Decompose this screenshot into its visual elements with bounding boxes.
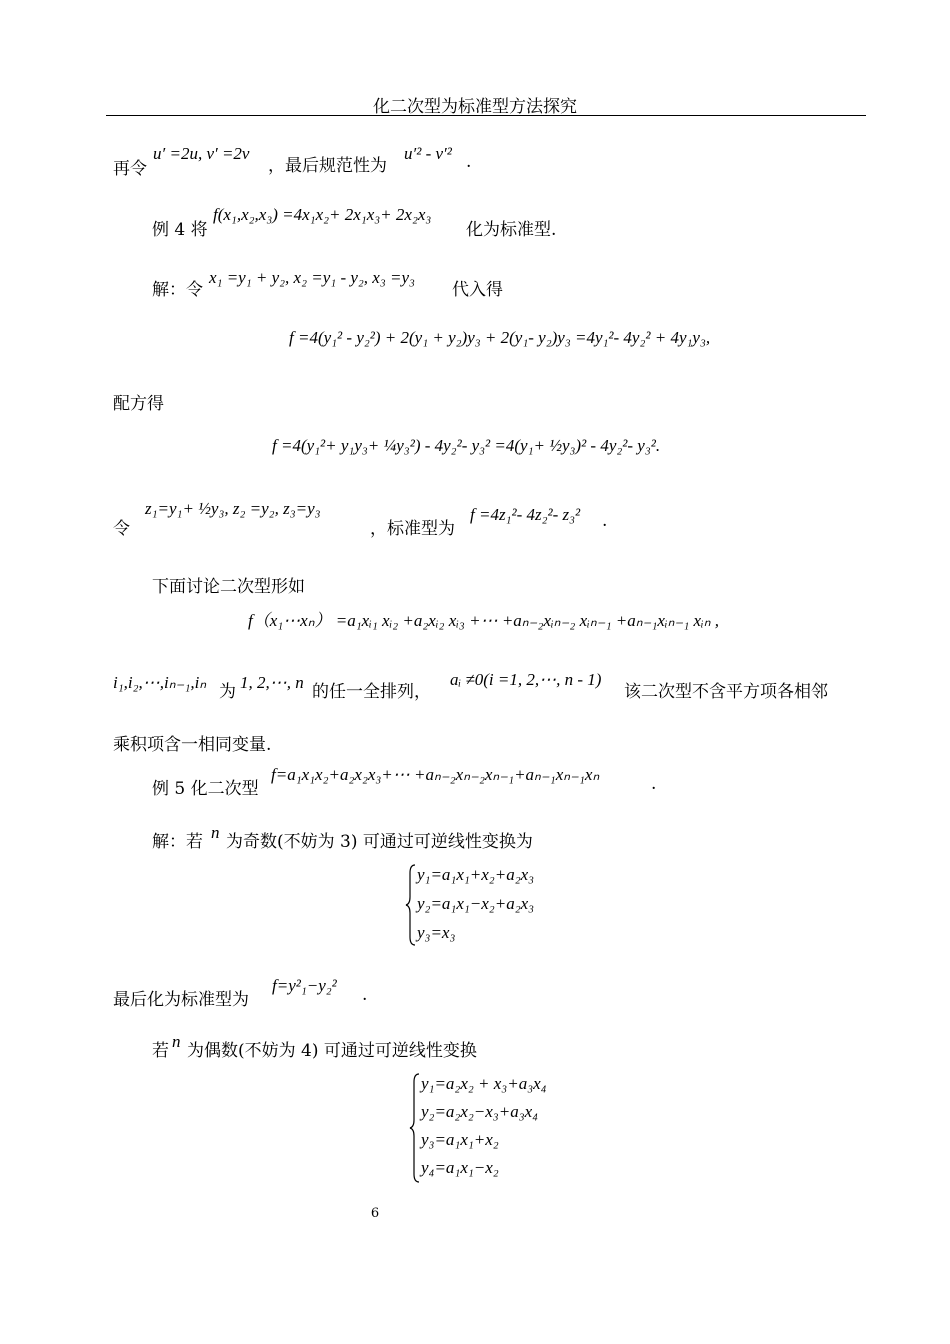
text-final-end: . <box>362 985 368 1005</box>
text-p1-end: . <box>466 152 472 172</box>
text-discuss: 下面讨论二次型形如 <box>152 577 305 597</box>
text-complete-square: 配方得 <box>113 394 164 414</box>
text-ex5-end: . <box>651 774 657 794</box>
text-final-prefix: 最后化为标准型为 <box>113 990 249 1010</box>
text-p1-prefix: 再令 <box>113 159 147 179</box>
system2-line-3: y₃=a₁x₁+x₂ <box>421 1130 499 1149</box>
math-ex5: f=a₁x₁x₂+a₂x₂x₃+⋯ +aₙ₋₂xₙ₋₂xₙ₋₁+aₙ₋₁xₙ₋₁xₙ <box>271 765 600 784</box>
math-sol5-n: n <box>211 823 220 842</box>
text-ex4-suffix: 化为标准型. <box>466 220 557 240</box>
text-let-mid: ，标准型为 <box>370 519 455 539</box>
text-even-prefix: 若 <box>152 1041 169 1061</box>
math-p1: u′ =2u, v′ =2v <box>153 144 250 163</box>
left-brace-system2 <box>408 1072 422 1184</box>
text-let-prefix: 令 <box>113 519 130 539</box>
math-perm: i₁,i₂,⋯,iₙ₋₁,iₙ <box>113 673 207 692</box>
header-rule <box>106 115 866 116</box>
text-sol4-suffix: 代入得 <box>452 280 503 300</box>
equation-general-form: f（x₁⋯xₙ） =a₁xᵢ₁ xᵢ₂ +a₂xᵢ₂ xᵢ₃ +⋯ +aₙ₋₂xᵢₙ₋₂ xᵢₙ₋₁ +aₙ₋₁xᵢₙ₋₁ xᵢₙ , <box>248 611 720 630</box>
text-perm1: 为 <box>219 682 236 702</box>
text-sol5-suffix: 为奇数(不妨为 3) 可通过可逆线性变换为 <box>226 832 533 852</box>
page-header: 化二次型为标准型方法探究 <box>373 97 577 117</box>
text-even-suffix: 为偶数(不妨为 4) 可通过可逆线性变换 <box>187 1041 477 1061</box>
left-brace-system1 <box>404 863 418 947</box>
system2-line-2: y₂=a₂x₂−x₃+a₃x₄ <box>421 1102 539 1121</box>
system2-line-1: y₁=a₂x₂ + x₃+a₃x₄ <box>421 1074 547 1093</box>
math-let-result: f =4z₁²- 4z₂²- z₃² <box>470 505 581 524</box>
math-sol4: x₁ =y₁ + y₂, x₂ =y₁ - y₂, x₃ =y₃ <box>209 268 415 287</box>
text-let-end: . <box>602 511 608 531</box>
text-ex4-prefix: 例 4 将 <box>152 220 208 240</box>
math-perm3: aᵢ ≠0(i =1, 2,⋯, n - 1) <box>450 670 602 689</box>
math-p1-result: u′² - v′² <box>404 144 452 163</box>
text-p1-suffix: ，最后规范性为 <box>268 156 387 176</box>
math-ex4: f(x₁,x₂,x₃) =4x₁x₂+ 2x₁x₃+ 2x₂x₃ <box>213 205 432 224</box>
system1-line-1: y₁=a₁x₁+x₂+a₂x₃ <box>417 865 535 884</box>
math-perm2: 1, 2,⋯, n <box>240 673 304 692</box>
math-let: z₁=y₁+ ½y₃, z₂ =y₂, z₃=y₃ <box>145 499 321 518</box>
equation-f1: f =4(y₁² - y₂²) + 2(y₁ + y₂)y₃ + 2(y₁- y₂)y₃ =4y₁²- 4y₂² + 4y₁y₃, <box>289 328 711 347</box>
system1-line-3: y₃=x₃ <box>417 923 456 942</box>
math-even-n: n <box>172 1032 181 1051</box>
system2-line-4: y₄=a₁x₁−x₂ <box>421 1158 499 1177</box>
text-ex5-prefix: 例 5 化二次型 <box>152 779 259 799</box>
text-perm2: 的任一全排列， <box>312 682 431 702</box>
equation-f2: f =4(y₁²+ y₁y₃+ ¼y₃²) - 4y₂²- y₃² =4(y₁+ ½y₃)² - 4y₂²- y₃². <box>272 436 661 455</box>
text-perm-line2: 乘积项含一相同变量. <box>113 735 272 755</box>
text-perm3: 该二次型不含平方项各相邻 <box>624 682 828 702</box>
system1-line-2: y₂=a₁x₁−x₂+a₂x₃ <box>417 894 535 913</box>
page-number: 6 <box>370 1206 380 1221</box>
text-sol4-prefix: 解：令 <box>152 280 203 300</box>
text-sol5-prefix: 解：若 <box>152 832 203 852</box>
math-final: f=y²₁−y₂² <box>272 976 337 995</box>
